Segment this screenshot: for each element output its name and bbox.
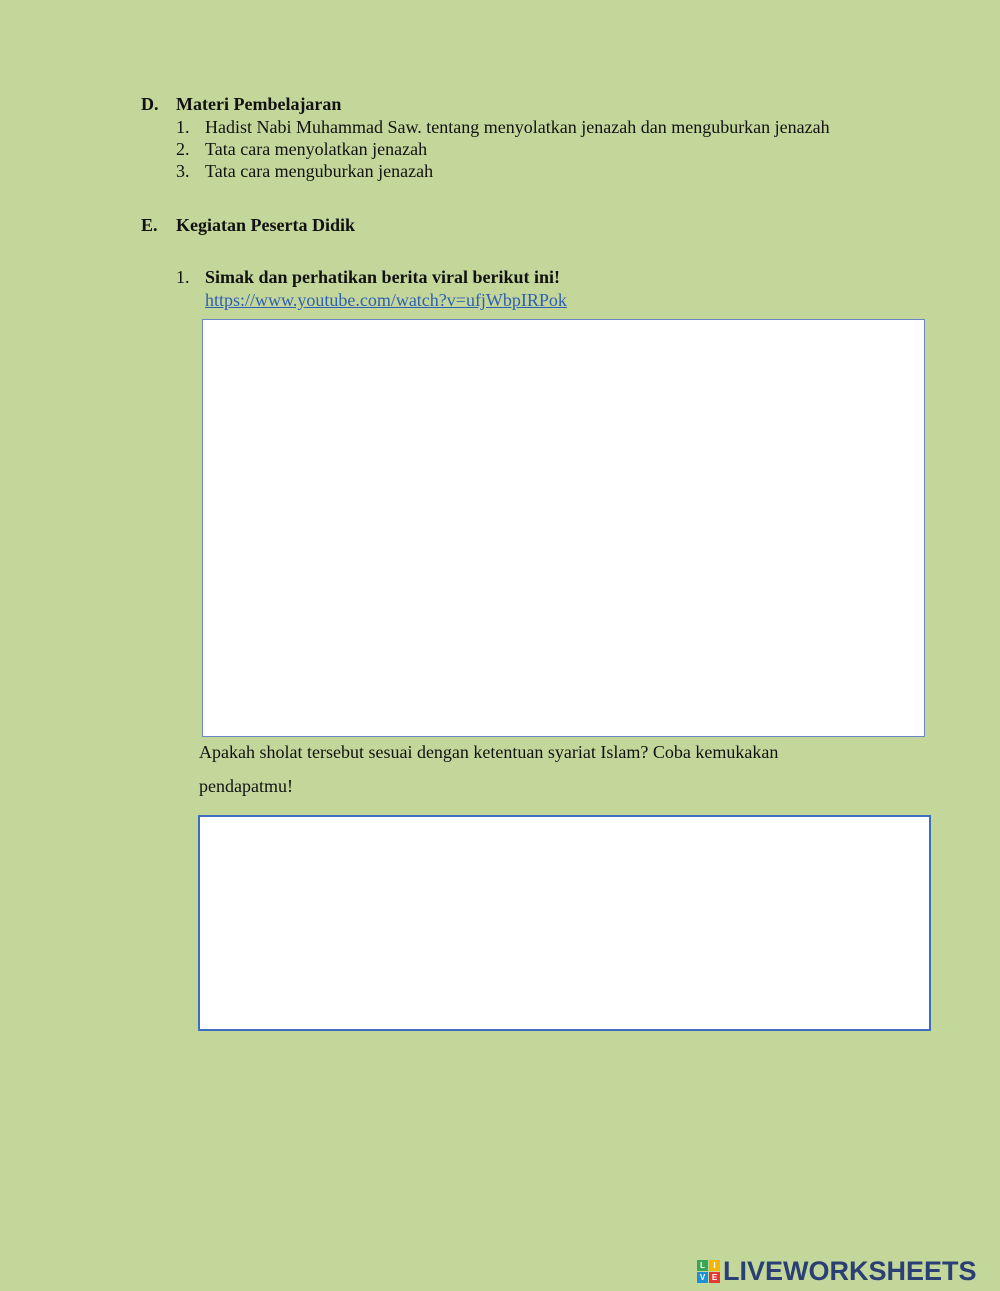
logo-letter: V <box>697 1272 708 1283</box>
video-frame[interactable] <box>202 319 925 737</box>
list-item-number: 1. <box>176 117 190 137</box>
list-item: Tata cara menguburkan jenazah <box>205 161 434 181</box>
list-item: Hadist Nabi Muhammad Saw. tentang menyolatkan jenazah dan menguburkan jenazah <box>205 117 830 137</box>
section-e-letter: E. <box>141 215 158 235</box>
logo-letter: I <box>709 1260 720 1271</box>
activity-instruction: Simak dan perhatikan berita viral berikut ini! <box>205 267 561 287</box>
activity-number: 1. <box>176 267 190 287</box>
logo-mark-icon <box>697 1260 720 1283</box>
youtube-link[interactable]: https://www.youtube.com/watch?v=ufjWbpIRPok <box>205 290 567 310</box>
answer-box[interactable] <box>198 815 931 1031</box>
section-e-title: Kegiatan Peserta Didik <box>176 215 355 235</box>
answer-field[interactable] <box>200 817 929 1029</box>
question-line-2: pendapatmu! <box>199 776 293 796</box>
logo-letter: E <box>709 1272 720 1283</box>
section-d-title: Materi Pembelajaran <box>176 94 342 114</box>
list-item-number: 2. <box>176 139 190 159</box>
section-d-letter: D. <box>141 94 159 114</box>
list-item-number: 3. <box>176 161 190 181</box>
logo-letter: L <box>697 1260 708 1271</box>
question-line-1: Apakah sholat tersebut sesuai dengan ketentuan syariat Islam? Coba kemukakan <box>199 742 779 762</box>
brand-name: LIVEWORKSHEETS <box>723 1255 977 1286</box>
list-item: Tata cara menyolatkan jenazah <box>205 139 428 159</box>
liveworksheets-logo <box>697 1257 977 1285</box>
